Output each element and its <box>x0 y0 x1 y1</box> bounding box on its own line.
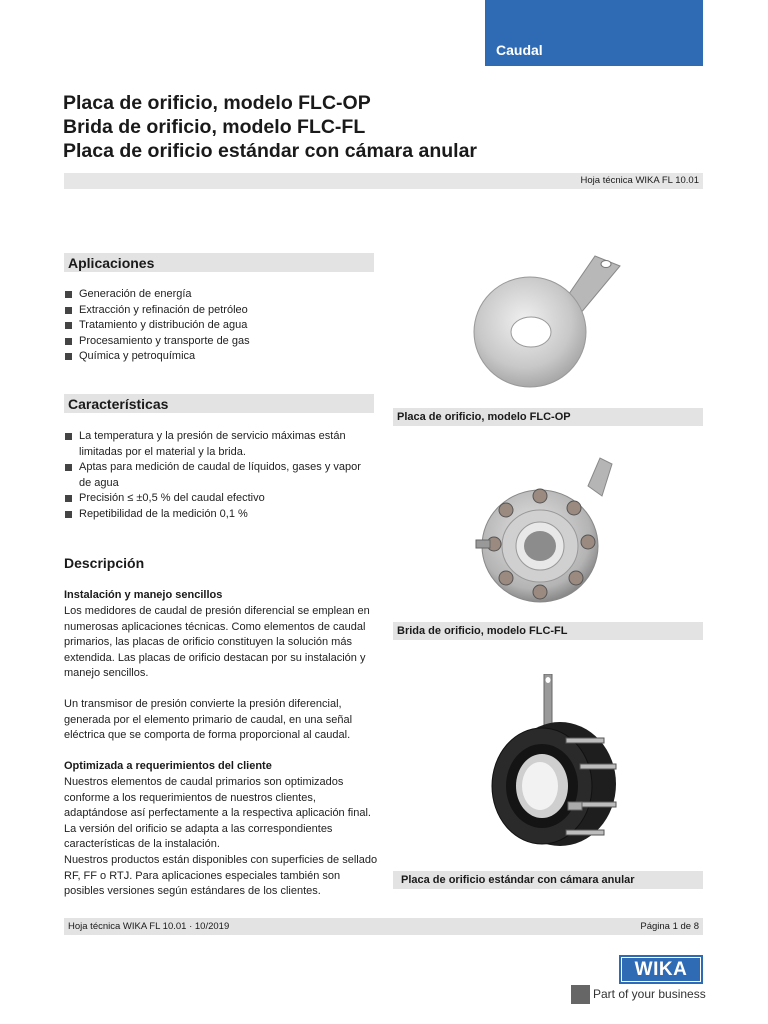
list-item: Tratamiento y distribución de agua <box>64 318 379 334</box>
datasheet-reference: Hoja técnica WIKA FL 10.01 <box>580 175 699 186</box>
bullet-square-icon <box>65 291 72 298</box>
page-title <box>63 91 477 163</box>
title-line-1: Placa de orificio, modelo FLC-OP <box>63 92 371 114</box>
subheading-optimizada: Optimizada a requerimientos del cliente <box>64 760 272 772</box>
datasheet-reference-bar <box>64 173 703 189</box>
figure-caption-3: Placa de orificio estándar con cámara anular <box>393 871 703 889</box>
subheading-instalacion: Instalación y manejo sencillos <box>64 589 223 601</box>
list-item: La temperatura y la presión de servicio máximas están limitadas por el material y la brida. <box>64 429 374 460</box>
page-number: Página 1 de 8 <box>640 921 699 932</box>
list-item: Aptas para medición de caudal de líquidos, gases y vapor de agua <box>64 460 374 491</box>
section-heading-aplicaciones: Aplicaciones <box>64 253 374 272</box>
bullet-square-icon <box>65 511 72 518</box>
paragraph-transmisor: Un transmisor de presión convierte la presión diferencial, generada por el elemento primario de caudal, en una señal eléctrica que se comporta de forma proporcional al caudal. <box>64 698 353 741</box>
bullet-square-icon <box>65 433 72 440</box>
bullet-square-icon <box>65 353 72 360</box>
paragraph-optimizada: Nuestros elementos de caudal primarios son optimizados conforme a los requerimientos de nuestros clientes, adaptándose así perfectamente a la respectiva aplicación final. La versión del orificio se adapta a las correspondientes características de la instalación. <box>64 776 371 850</box>
paragraph-superficies: Nuestros productos están disponibles con superficies de sellado RF, FF o RTJ. Para aplicaciones especiales también son posibles versiones según estándares de los clientes. <box>64 854 378 897</box>
aplicaciones-list <box>64 287 379 365</box>
list-item: Repetibilidad de la medición 0,1 % <box>64 507 374 523</box>
category-tab <box>485 0 703 66</box>
title-line-2: Brida de orificio, modelo FLC-FL <box>63 116 366 138</box>
paragraph-instalacion: Los medidores de caudal de presión diferencial se emplean en numerosas aplicaciones técnicas. Como elementos de caudal primarios, las placas de orificio constituyen la solución más extendida. Las placas de orificio destacan por su instalación y manejo sencillos. <box>64 605 370 679</box>
section-heading-caracteristicas: Características <box>64 394 374 413</box>
figure-caption-2: Brida de orificio, modelo FLC-FL <box>393 622 703 640</box>
title-line-3: Placa de orificio estándar con cámara anular <box>63 140 478 162</box>
caracteristicas-list <box>64 429 374 522</box>
list-item: Generación de energía <box>64 287 379 303</box>
tagline-text: Part of your business <box>593 987 706 1001</box>
bullet-square-icon <box>65 464 72 471</box>
brand-square-icon <box>571 985 590 1004</box>
bullet-square-icon <box>65 322 72 329</box>
page-footer <box>64 918 703 935</box>
list-item: Extracción y refinación de petróleo <box>64 303 379 319</box>
section-heading-descripcion: Descripción <box>64 555 145 571</box>
wika-logo <box>619 955 703 984</box>
logo-text: WIKA <box>621 957 701 982</box>
bullet-square-icon <box>65 495 72 502</box>
category-label: Caudal <box>496 42 543 58</box>
orifice-flange-image <box>470 456 630 606</box>
bullet-square-icon <box>65 307 72 314</box>
annular-chamber-image <box>470 674 630 864</box>
list-item: Precisión ≤ ±0,5 % del caudal efectivo <box>64 491 374 507</box>
bullet-square-icon <box>65 338 72 345</box>
list-item: Procesamiento y transporte de gas <box>64 334 379 350</box>
figure-caption-1: Placa de orificio, modelo FLC-OP <box>393 408 703 426</box>
orifice-plate-image <box>470 252 630 392</box>
footer-reference: Hoja técnica WIKA FL 10.01 · 10/2019 <box>68 921 230 932</box>
list-item: Química y petroquímica <box>64 349 379 365</box>
